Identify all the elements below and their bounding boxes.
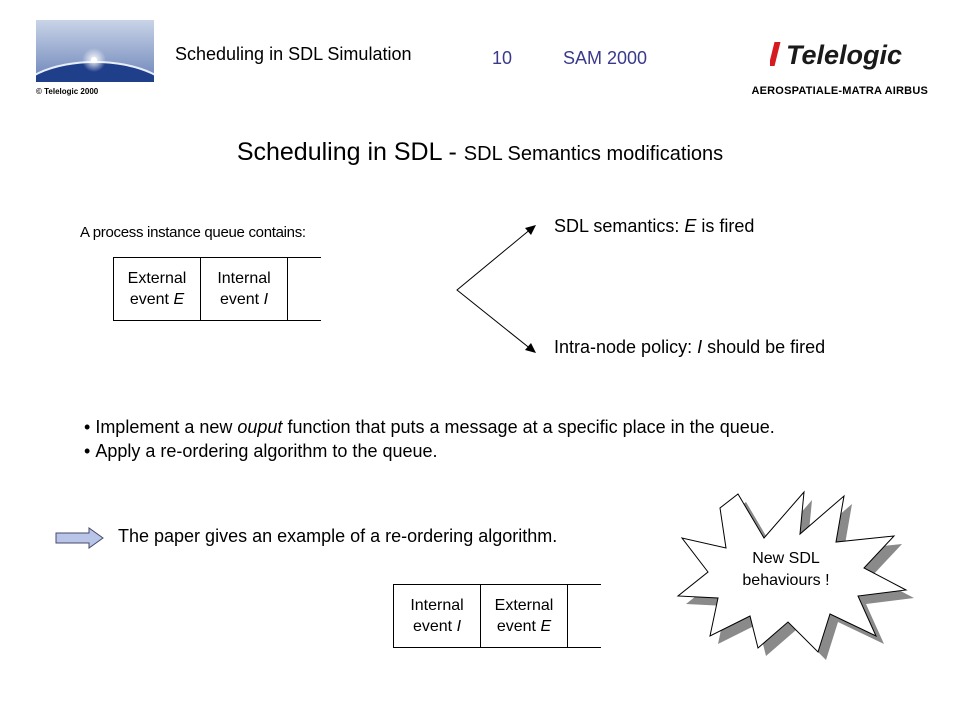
bullet-item-output: • Implement a new ouput function that puts a message at a specific place in the queue. — [84, 415, 775, 439]
burst-text: New SDL behaviours ! — [742, 550, 830, 589]
sdl-semantics-note: SDL semantics: E is fired — [554, 216, 755, 236]
queue-cell-empty — [568, 585, 601, 647]
queue-after — [393, 584, 601, 648]
queue-cell-internal: Internal event I — [394, 585, 481, 647]
header-title: Scheduling in SDL Simulation — [175, 44, 412, 64]
queue-cell-external: External event E — [481, 585, 568, 647]
bullet-list — [84, 415, 775, 463]
telelogic-logo-text: Telelogic — [786, 40, 903, 70]
queue-cell-empty — [288, 258, 321, 320]
intra-node-policy-note: Intra-node policy: I should be fired — [554, 337, 826, 357]
company-name: AEROSPATIALE-MATRA AIRBUS — [751, 85, 928, 97]
slide-title — [0, 138, 960, 167]
paper-note: The paper gives an example of a re-ordering algorithm. — [118, 526, 558, 546]
telelogic-logo — [770, 36, 930, 72]
queue-before — [113, 257, 321, 321]
conference-name: SAM 2000 — [563, 48, 648, 68]
fork-arrow-icon — [450, 218, 546, 358]
copyright: © Telelogic 2000 — [36, 87, 99, 96]
block-arrow-icon — [55, 527, 105, 549]
bullet-item-reorder: • Apply a re-ordering algorithm to the queue. — [84, 439, 775, 463]
queue-label: A process instance queue contains: — [80, 224, 306, 241]
earth-horizon-logo — [36, 20, 154, 82]
queue-cell-internal: Internal event I — [201, 258, 288, 320]
slide-title-main: Scheduling in SDL - — [236, 138, 464, 166]
slide-title-sub: SDL Semantics modifications — [463, 143, 724, 165]
slide-number: 10 — [492, 48, 513, 68]
queue-cell-external: External event E — [114, 258, 201, 320]
